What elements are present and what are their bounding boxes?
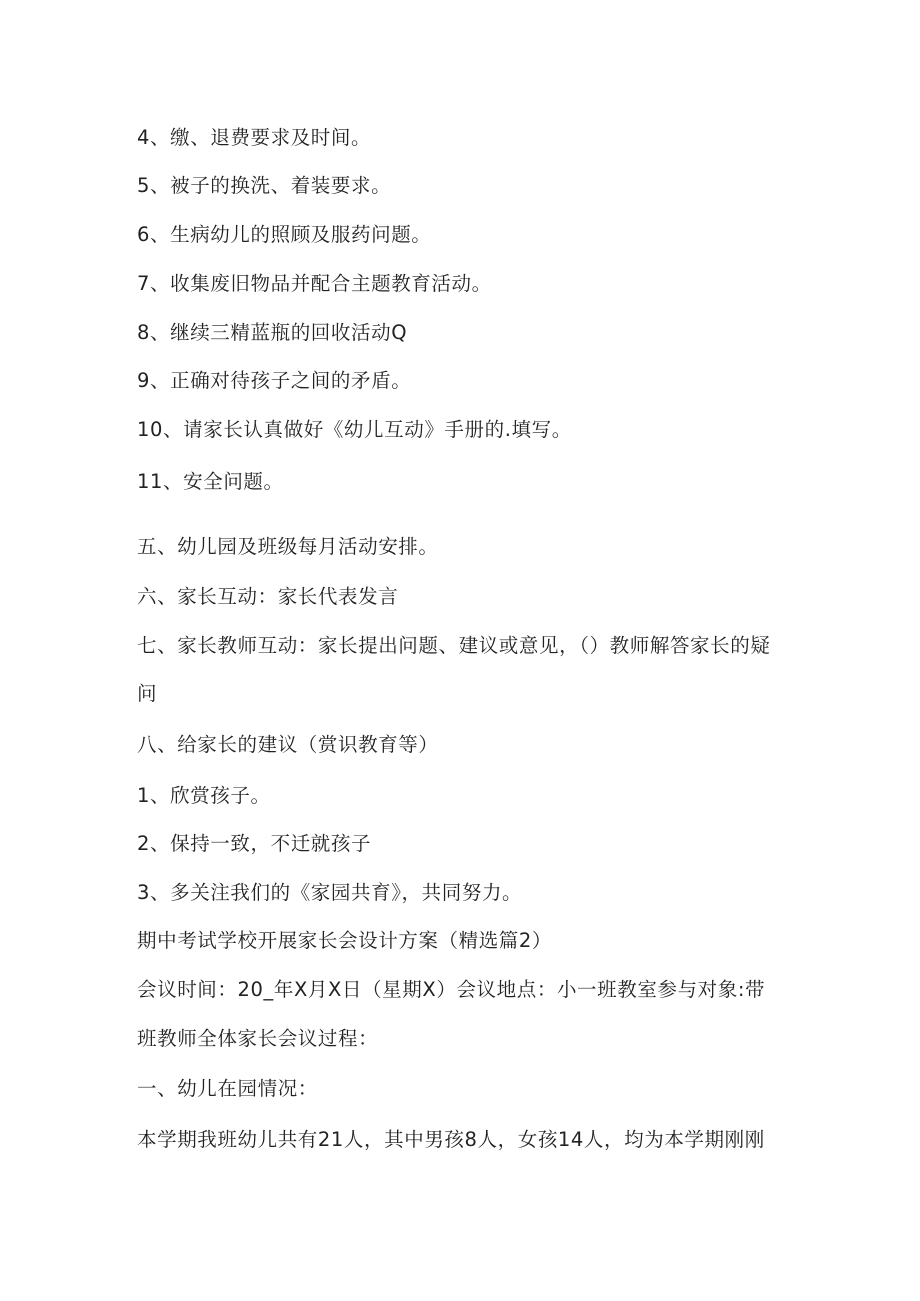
text-line: 8、继续三精蓝瓶的回收活动Q	[137, 321, 408, 344]
text-line: 6、生病幼儿的照顾及服药问题。	[137, 223, 432, 246]
text-line: 7、收集废旧物品并配合主题教育活动。	[137, 272, 492, 295]
section-heading: 五、幼儿园及班级每月活动安排。	[137, 535, 439, 558]
text-line: 会议时间：20_年X月X日（星期X）会议地点：小一班教室参与对象:带	[137, 978, 766, 1001]
text-line: 3、多关注我们的《家园共育》，共同努力。	[137, 881, 523, 904]
section-heading: 六、家长互动：家长代表发言	[137, 585, 399, 608]
text-line: 10、请家长认真做好《幼儿互动》手册的.填写。	[137, 418, 572, 441]
text-line: 9、正确对待孩子之间的矛盾。	[137, 369, 412, 392]
section-heading: 八、给家长的建议（赏识教育等）	[137, 733, 439, 756]
section-heading: 一、幼儿在园情况：	[137, 1077, 318, 1100]
text-line: 5、被子的换洗、着装要求。	[137, 174, 392, 197]
text-line: 本学期我班幼儿共有21人，其中男孩8人，女孩14人，均为本学期刚刚	[137, 1128, 765, 1151]
text-line: 11、安全问题。	[137, 470, 284, 493]
document-title: 期中考试学校开展家长会设计方案（精选篇2）	[137, 929, 553, 952]
text-line: 问	[137, 682, 158, 705]
text-line: 4、缴、退费要求及时间。	[137, 126, 372, 149]
text-line: 班教师全体家长会议过程：	[137, 1027, 379, 1050]
section-heading: 七、家长教师互动：家长提出问题、建议或意见，（）教师解答家长的疑	[137, 634, 771, 657]
text-line: 2、保持一致，不迁就孩子	[137, 832, 372, 855]
text-line: 1、欣赏孩子。	[137, 784, 271, 807]
